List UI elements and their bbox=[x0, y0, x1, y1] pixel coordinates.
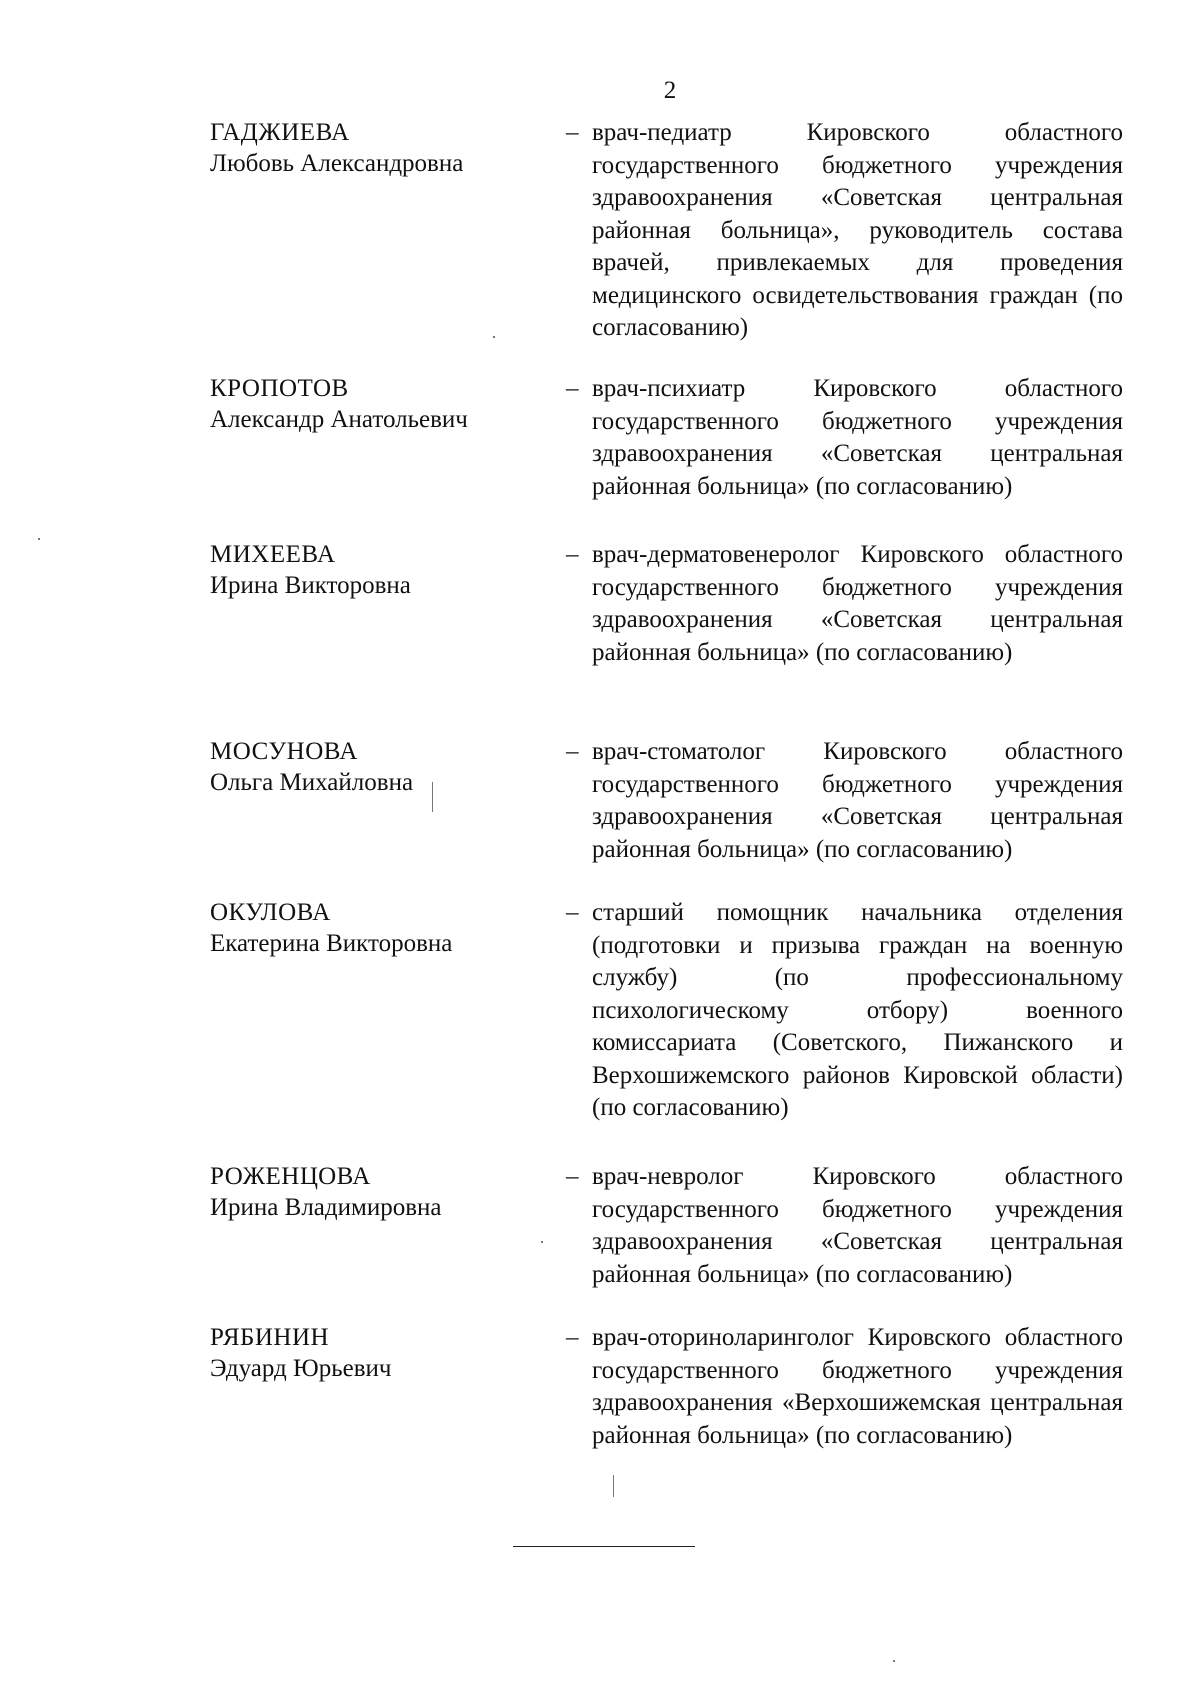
page-number: 2 bbox=[663, 77, 677, 104]
member-given-names: Ольга Михайловна bbox=[210, 769, 414, 796]
member-given-names: Александр Анатольевич bbox=[210, 406, 468, 433]
member-given-names: Эдуард Юрьевич bbox=[210, 1355, 392, 1382]
entry-dash: – bbox=[566, 541, 579, 568]
end-of-list-rule bbox=[513, 1546, 695, 1547]
entry-dash: – bbox=[566, 1324, 579, 1351]
member-role: врач-оториноларинголог Кировского областного государственного бюджетного учреждения здравоохранения «Верхошижемская центральная районная больница» (по согласованию) bbox=[592, 1324, 1123, 1449]
scan-mark bbox=[38, 538, 40, 540]
member-name bbox=[210, 373, 540, 435]
member-given-names: Екатерина Викторовна bbox=[210, 930, 453, 957]
member-role: врач-психиатр Кировского областного государственного бюджетного учреждения здравоохранения «Советская центральная районная больница» (по согласованию) bbox=[592, 375, 1123, 500]
member-surname: МИХЕЕВА bbox=[210, 541, 336, 568]
member-name bbox=[210, 539, 540, 601]
member-surname: МОСУНОВА bbox=[210, 738, 358, 765]
member-role: врач-педиатр Кировского областного государственного бюджетного учреждения здравоохранения «Советская центральная районная больница», руководитель состава врачей, привлекаемых для проведения медицинского освидетельствования граждан (по согласованию) bbox=[592, 119, 1123, 341]
member-name bbox=[210, 1161, 540, 1223]
scan-mark bbox=[613, 1475, 614, 1497]
member-role: старший помощник начальника отделения (подготовки и призыва граждан на военную службу) (по профессиональному психологическому отбору) военного комиссариата (Советского, Пижанского и Верхошижемского районов Кировской области) (по согласованию) bbox=[592, 899, 1123, 1121]
member-given-names: Ирина Викторовна bbox=[210, 572, 411, 599]
scan-mark bbox=[893, 1660, 895, 1662]
member-surname: ГАДЖИЕВА bbox=[210, 119, 350, 146]
scan-mark bbox=[493, 336, 495, 338]
member-surname: РЯБИНИН bbox=[210, 1324, 330, 1351]
member-surname: КРОПОТОВ bbox=[210, 375, 349, 402]
member-name bbox=[210, 897, 540, 959]
member-surname: ОКУЛОВА bbox=[210, 899, 331, 926]
member-given-names: Любовь Александровна bbox=[210, 150, 464, 177]
entry-dash: – bbox=[566, 738, 579, 765]
scan-mark bbox=[432, 782, 433, 812]
scan-mark bbox=[541, 1241, 543, 1243]
member-given-names: Ирина Владимировна bbox=[210, 1194, 442, 1221]
member-surname: РОЖЕНЦОВА bbox=[210, 1163, 371, 1190]
member-name bbox=[210, 117, 540, 179]
member-role: врач-дерматовенеролог Кировского областного государственного бюджетного учреждения здравоохранения «Советская центральная районная больница» (по согласованию) bbox=[592, 541, 1123, 666]
member-name bbox=[210, 1322, 540, 1384]
entry-dash: – bbox=[566, 375, 579, 402]
member-role: врач-невролог Кировского областного государственного бюджетного учреждения здравоохранения «Советская центральная районная больница» (по согласованию) bbox=[592, 1163, 1123, 1288]
entry-dash: – bbox=[566, 119, 579, 146]
entry-dash: – bbox=[566, 1163, 579, 1190]
entry-dash: – bbox=[566, 899, 579, 926]
member-role: врач-стоматолог Кировского областного государственного бюджетного учреждения здравоохранения «Советская центральная районная больница» (по согласованию) bbox=[592, 738, 1123, 863]
member-name bbox=[210, 736, 540, 798]
